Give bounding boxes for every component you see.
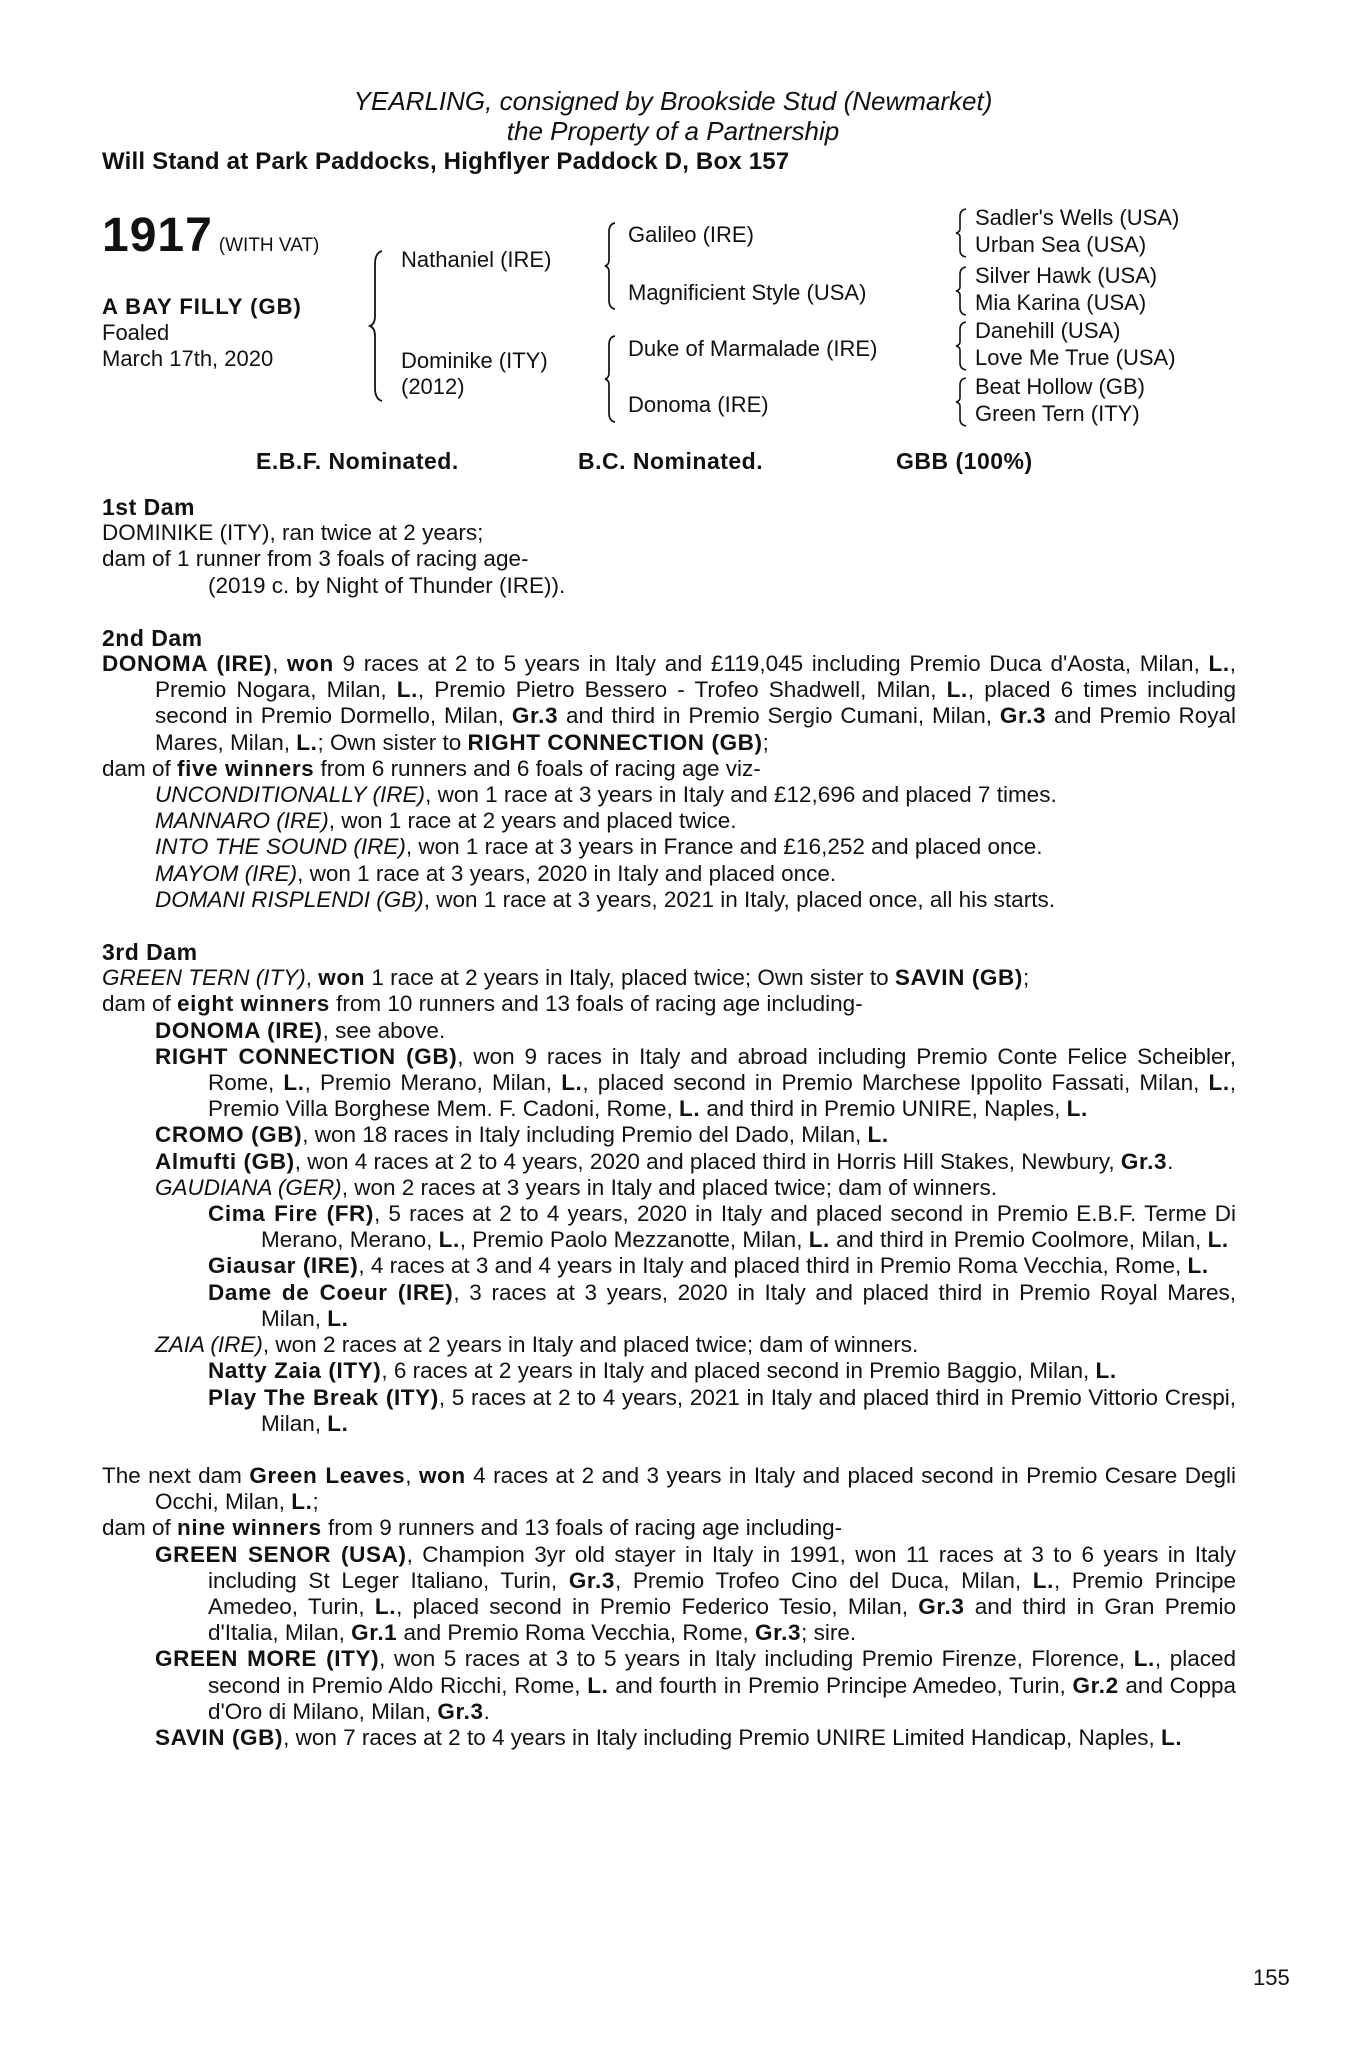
- pedigree-entry: [102, 1358, 1236, 1384]
- text-run: .: [1167, 1148, 1174, 1174]
- bold-run: Gr.3: [511, 703, 559, 729]
- text-run: dam of: [102, 991, 178, 1017]
- section-heading: 2nd Dam: [102, 624, 203, 651]
- bold-run: Dame de Coeur (IRE): [208, 1279, 454, 1305]
- bold-run: L.: [327, 1410, 349, 1436]
- text-run: , Premio Nogara, Milan,: [155, 651, 1236, 703]
- pedigree-dam-year: (2012): [401, 374, 465, 399]
- text-run: The next dam: [102, 1462, 250, 1488]
- pedigree-gen3-1: Sadler's Wells (USA): [975, 205, 1180, 230]
- lot-heading: [102, 208, 319, 263]
- text-run: , 5 races at 2 to 4 years, 2021 in Italy and placed third in Premio Vittorio Crespi, Milan,: [261, 1384, 1236, 1436]
- bold-run: Natty Zaia (ITY): [208, 1358, 382, 1384]
- pedigree-gen3-7: Beat Hollow (GB): [975, 374, 1145, 399]
- page-number: 155: [1253, 1965, 1290, 1990]
- bold-run: L.: [296, 729, 318, 755]
- bold-run: Gr.3: [918, 1593, 965, 1619]
- foaled-label: Foaled: [102, 320, 170, 345]
- text-run: , won 9 races in Italy and abroad including Premio Conte Felice Scheibler, Rome,: [208, 1043, 1236, 1096]
- italic-run: MANNARO (IRE): [155, 808, 329, 834]
- pedigree-entry: [102, 1280, 1236, 1332]
- foaled-date: March 17th, 2020: [102, 346, 274, 371]
- text-run: , won 7 races at 2 to 4 years in Italy including Premio UNIRE Limited Handicap, Naples,: [283, 1724, 1162, 1750]
- pedigree-brace-gen3-1: [954, 208, 968, 258]
- pedigree-entry: [102, 1385, 1236, 1437]
- text-run: , 4 races at 3 and 4 years in Italy and placed third in Premio Roma Vecchia, Rome,: [358, 1253, 1188, 1279]
- consignor-line: YEARLING, consigned by Brookside Stud (Newmarket): [353, 86, 993, 116]
- text-run: , won 2 races at 2 years in Italy and placed twice; dam of winners.: [262, 1332, 919, 1358]
- text-run: ;: [1022, 965, 1030, 991]
- bold-run: five winners: [177, 755, 315, 781]
- italic-run: INTO THE SOUND (IRE): [155, 834, 406, 860]
- vat-note: (WITH VAT): [218, 235, 320, 256]
- pedigree-gen3-6: Love Me True (USA): [975, 345, 1176, 370]
- pedigree-dam-dam: Donoma (IRE): [628, 392, 769, 417]
- text-run: , Premio Pietro Bessero - Trofeo Shadwell, Milan,: [417, 677, 947, 703]
- text-run: , Premio Villa Borghese Mem. F. Cadoni, Rome,: [208, 1070, 1236, 1122]
- text-run: and third in Premio UNIRE, Naples,: [700, 1096, 1067, 1122]
- italic-run: ZAIA (IRE): [155, 1332, 263, 1358]
- pedigree-brace-sire: [603, 222, 617, 310]
- text-run: , 6 races at 2 years in Italy and placed second in Premio Baggio, Milan,: [381, 1358, 1096, 1384]
- bold-run: L.: [1207, 1227, 1229, 1253]
- bold-run: L.: [438, 1227, 460, 1253]
- bold-run: L.: [808, 1227, 830, 1253]
- text-run: and third in Gran Premio d'Italia, Milan,: [208, 1593, 1236, 1646]
- stand-location: Will Stand at Park Paddocks, Highflyer Paddock D, Box 157: [102, 148, 790, 175]
- pedigree-dam: Dominike (ITY): [401, 348, 548, 373]
- text-run: ;: [312, 1489, 319, 1515]
- text-run: from 6 runners and 6 foals of racing age viz-: [314, 755, 761, 781]
- text-run: , won 1 race at 3 years, 2020 in Italy and placed once.: [297, 860, 837, 886]
- text-run: and Premio Roma Vecchia, Rome,: [397, 1620, 755, 1646]
- bold-run: L.: [1208, 651, 1230, 677]
- bold-run: L.: [1208, 1070, 1230, 1096]
- pedigree-entry: [102, 651, 1236, 756]
- lot-number: 1917: [102, 209, 213, 262]
- pedigree-brace-gen3-4: [954, 377, 968, 427]
- bold-run: L.: [1032, 1567, 1054, 1593]
- bold-run: SAVIN (GB): [155, 1724, 284, 1750]
- text-run: , placed 6 times including second in Premio Dormello, Milan,: [155, 677, 1236, 729]
- pedigree-brace-gen3-3: [954, 321, 968, 371]
- bold-run: won: [318, 965, 366, 991]
- bold-run: L.: [946, 677, 968, 703]
- bold-run: L.: [1133, 1646, 1155, 1672]
- pedigree-gen3-2: Urban Sea (USA): [975, 232, 1147, 257]
- pedigree-entry: [102, 1149, 1236, 1175]
- pedigree-entry: [102, 1542, 1236, 1647]
- pedigree-entry: [102, 1646, 1236, 1725]
- text-run: and third in Premio Coolmore, Milan,: [829, 1227, 1208, 1253]
- section-gap: [102, 913, 1236, 939]
- italic-run: GAUDIANA (GER): [155, 1174, 342, 1200]
- italic-run: MAYOM (IRE): [155, 860, 298, 886]
- pedigree-brace-gen3-2: [954, 266, 968, 316]
- bold-run: Green Leaves: [249, 1462, 406, 1488]
- catalogue-body: [102, 494, 1236, 1751]
- pedigree-entry: [102, 546, 1236, 572]
- pedigree-entry: [102, 808, 1236, 834]
- text-run: , 3 races at 3 years, 2020 in Italy and placed third in Premio Royal Mares, Milan,: [261, 1279, 1236, 1331]
- pedigree-gen3-4: Mia Karina (USA): [975, 290, 1147, 315]
- pedigree-entry: [102, 520, 1236, 546]
- pedigree-entry: [102, 1044, 1236, 1123]
- pedigree-brace-gen1: [368, 250, 384, 402]
- bold-run: Almufti (GB): [155, 1148, 295, 1174]
- text-run: , Premio Paolo Mezzanotte, Milan,: [459, 1227, 809, 1253]
- bold-run: RIGHT CONNECTION (GB): [467, 729, 763, 755]
- text-run: , see above.: [322, 1017, 446, 1043]
- bold-run: DONOMA (IRE): [155, 1017, 323, 1043]
- text-run: DOMINIKE (ITY), ran twice at 2 years;: [102, 520, 484, 546]
- pedigree-sire-dam: Magnificient Style (USA): [628, 280, 867, 305]
- text-run: , Premio Trofeo Cino del Duca, Milan,: [615, 1567, 1033, 1593]
- text-run: .: [483, 1698, 490, 1724]
- pedigree-gen3-5: Danehill (USA): [975, 318, 1121, 343]
- text-run: and fourth in Premio Principe Amedeo, Turin,: [608, 1672, 1073, 1698]
- bold-run: Gr.3: [568, 1567, 615, 1593]
- pedigree-entry: [102, 991, 1236, 1017]
- bold-run: L.: [327, 1305, 349, 1331]
- pedigree-entry: [102, 1018, 1236, 1044]
- italic-run: GREEN TERN (ITY): [102, 965, 306, 991]
- bold-run: nine winners: [177, 1515, 322, 1541]
- pedigree-entry: [102, 1725, 1236, 1751]
- text-run: 4 races at 2 and 3 years in Italy and placed second in Premio Cesare Degli Occhi, Milan,: [155, 1462, 1236, 1515]
- text-run: ; Own sister to: [317, 729, 468, 755]
- bold-run: L.: [1187, 1253, 1209, 1279]
- bold-run: won: [418, 1462, 466, 1488]
- pedigree-entry: [102, 1201, 1236, 1253]
- bold-run: DONOMA (IRE): [102, 651, 273, 677]
- text-run: from 9 runners and 13 foals of racing age including-: [321, 1515, 843, 1541]
- bold-run: Play The Break (ITY): [208, 1384, 439, 1410]
- bold-run: L.: [561, 1070, 583, 1096]
- pedigree-brace-dam: [603, 335, 617, 423]
- pedigree-entry: [102, 756, 1236, 782]
- bold-run: CROMO (GB): [155, 1122, 303, 1148]
- bold-run: L.: [587, 1672, 609, 1698]
- pedigree-entry: [102, 861, 1236, 887]
- bold-run: Giausar (IRE): [208, 1253, 359, 1279]
- ebf-nomination: E.B.F. Nominated.: [256, 448, 459, 474]
- pedigree-entry: [102, 1332, 1236, 1358]
- bold-run: L.: [679, 1096, 701, 1122]
- pedigree-entry: [102, 1122, 1236, 1148]
- bold-run: L.: [396, 677, 418, 703]
- bold-run: L.: [867, 1122, 889, 1148]
- bold-run: L.: [291, 1489, 313, 1515]
- bold-run: L.: [374, 1593, 397, 1619]
- pedigree-entry: [102, 834, 1236, 860]
- text-run: , Champion 3yr old stayer in Italy in 1991, won 11 races at 3 to 6 years in Italy including St Leger Italiano, Turin,: [208, 1541, 1236, 1593]
- text-run: 9 races at 2 to 5 years in Italy and £119,045 including Premio Duca d'Aosta, Milan,: [333, 651, 1209, 677]
- pedigree-gen3-3: Silver Hawk (USA): [975, 263, 1158, 288]
- text-run: , won 1 race at 3 years in Italy and £12,696 and placed 7 times.: [425, 782, 1057, 808]
- gbb-eligibility: GBB (100%): [896, 448, 1033, 474]
- bold-run: Gr.2: [1072, 1672, 1119, 1698]
- section-gap: [102, 599, 1236, 625]
- bold-run: Gr.3: [437, 1698, 484, 1724]
- text-run: ,: [405, 1462, 419, 1488]
- text-run: , won 4 races at 2 to 4 years, 2020 and placed third in Horris Hill Stakes, Newbury,: [294, 1148, 1121, 1174]
- pedigree-entry: [102, 1515, 1236, 1541]
- pedigree-gen3-8: Green Tern (ITY): [975, 401, 1140, 426]
- pedigree-sire-sire: Galileo (IRE): [628, 222, 754, 247]
- section-heading: 1st Dam: [102, 494, 195, 520]
- text-run: dam of: [102, 755, 178, 781]
- bold-run: Gr.3: [754, 1620, 802, 1646]
- text-run: , won 1 race at 2 years and placed twice.: [328, 808, 737, 834]
- pedigree-entry: [102, 1175, 1236, 1201]
- bold-run: SAVIN (GB): [894, 965, 1023, 991]
- text-run: , 5 races at 2 to 4 years, 2020 in Italy and placed second in Premio E.B.F. Terme Di Merano, Merano,: [261, 1201, 1236, 1253]
- bold-run: RIGHT CONNECTION (GB): [155, 1043, 458, 1069]
- bold-run: GREEN MORE (ITY): [155, 1646, 380, 1672]
- text-run: , placed second in Premio Marchese Ippolito Fassati, Milan,: [582, 1070, 1209, 1096]
- text-run: , placed second in Premio Aldo Ricchi, Rome,: [208, 1646, 1236, 1698]
- bold-run: L.: [1066, 1096, 1088, 1122]
- pedigree-entry: [102, 573, 1236, 599]
- text-run: 1 race at 2 years in Italy, placed twice; Own sister to: [365, 965, 895, 991]
- text-run: from 10 runners and 13 foals of racing age including-: [329, 991, 863, 1017]
- bold-run: L.: [1095, 1358, 1117, 1384]
- pedigree-entry: [102, 782, 1236, 808]
- text-run: and Coppa d'Oro di Milano, Milan,: [208, 1672, 1236, 1724]
- text-run: ;: [762, 729, 769, 755]
- text-run: (2019 c. by Night of Thunder (IRE)).: [208, 572, 566, 598]
- text-run: , Premio Merano, Milan,: [304, 1070, 562, 1096]
- bold-run: GREEN SENOR (USA): [155, 1541, 407, 1567]
- pedigree-entry: [102, 1463, 1236, 1515]
- text-run: dam of 1 runner from 3 foals of racing age-: [102, 546, 529, 572]
- pedigree-entry: [102, 965, 1236, 991]
- italic-run: UNCONDITIONALLY (IRE): [155, 782, 426, 808]
- bold-run: won: [287, 651, 334, 677]
- bold-run: Gr.3: [999, 703, 1047, 729]
- text-run: ,: [305, 965, 319, 991]
- text-run: ; sire.: [801, 1620, 857, 1646]
- property-line: the Property of a Partnership: [506, 116, 840, 146]
- bold-run: Cima Fire (FR): [208, 1201, 374, 1227]
- pedigree-entry: [102, 1253, 1236, 1279]
- bold-run: eight winners: [177, 991, 330, 1017]
- pedigree-sire: Nathaniel (IRE): [401, 247, 552, 272]
- bold-run: L.: [283, 1070, 305, 1096]
- bold-run: Gr.1: [351, 1620, 398, 1646]
- text-run: and Premio Royal Mares, Milan,: [155, 703, 1236, 755]
- text-run: , won 5 races at 3 to 5 years in Italy including Premio Firenze, Florence,: [379, 1646, 1134, 1672]
- pedigree-entry: [102, 887, 1236, 913]
- text-run: , placed second in Premio Federico Tesio, Milan,: [396, 1593, 919, 1619]
- bold-run: L.: [1161, 1724, 1183, 1750]
- italic-run: DOMANI RISPLENDI (GB): [155, 886, 424, 912]
- text-run: , won 18 races in Italy including Premio del Dado, Milan,: [302, 1122, 868, 1148]
- bold-run: Gr.3: [1120, 1148, 1168, 1174]
- bc-nomination: B.C. Nominated.: [578, 448, 764, 474]
- pedigree-dam-sire: Duke of Marmalade (IRE): [628, 336, 878, 361]
- text-run: dam of: [102, 1515, 178, 1541]
- text-run: and third in Premio Sergio Cumani, Milan,: [558, 703, 1000, 729]
- lot-title: A BAY FILLY (GB): [102, 294, 302, 319]
- text-run: , won 1 race at 3 years, 2021 in Italy, placed once, all his starts.: [423, 886, 1055, 912]
- section-gap: [102, 1437, 1236, 1463]
- text-run: , won 2 races at 3 years in Italy and placed twice; dam of winners.: [341, 1174, 998, 1200]
- text-run: , won 1 race at 3 years in France and £16,252 and placed once.: [405, 834, 1043, 860]
- text-run: , Premio Principe Amedeo, Turin,: [208, 1567, 1237, 1619]
- section-heading: 3rd Dam: [102, 939, 198, 966]
- text-run: ,: [272, 651, 288, 677]
